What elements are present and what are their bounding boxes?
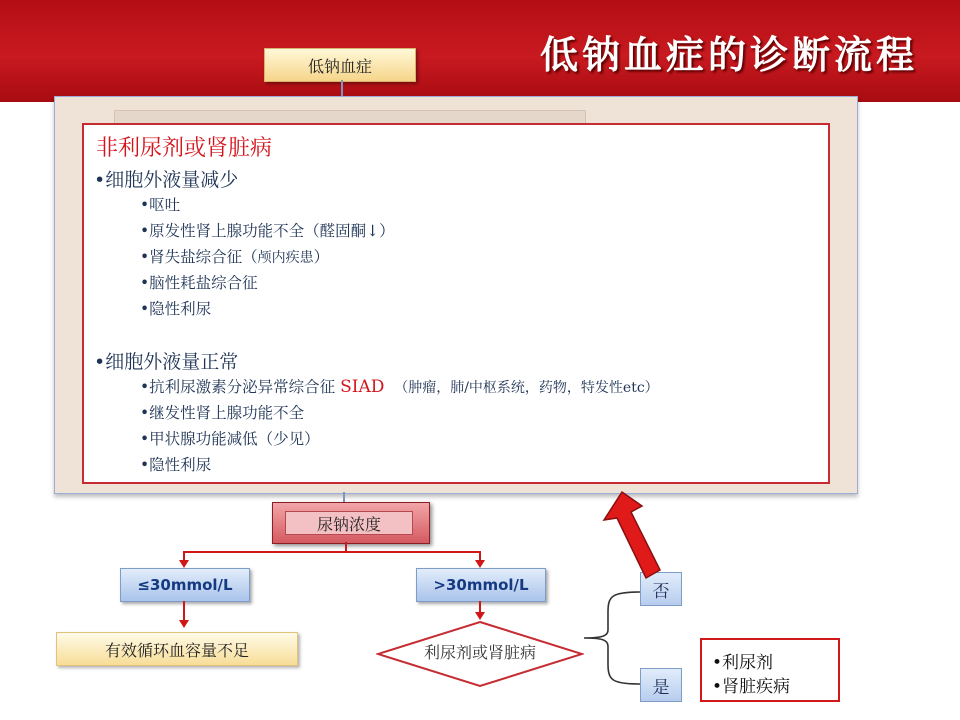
arrowhead [179, 560, 189, 568]
cause-item: •原发性肾上腺功能不全（醛固酮↓） [140, 222, 395, 240]
yes-cause-item: •利尿剂 [712, 653, 774, 673]
slide-title: 低钠血症的诊断流程 [539, 33, 918, 77]
cause-item: •继发性肾上腺功能不全 [140, 404, 305, 422]
no-box: 否 [640, 572, 682, 606]
cause-text: •抗利尿激素分泌异常综合征 [140, 378, 341, 396]
arrowhead [179, 620, 189, 628]
decision-label: 利尿剂或肾脏病 [423, 643, 536, 662]
cause-item-siad [140, 375, 659, 397]
low-result-line [183, 601, 185, 621]
cause-text: •肾失盐综合征（ [140, 248, 258, 266]
cause-item: •隐性利尿 [140, 456, 212, 474]
cause-item [140, 245, 329, 267]
cause-item: •呕吐 [140, 196, 181, 214]
siad-abbrev: SIAD [340, 377, 385, 397]
start-box: 低钠血症 [264, 48, 416, 82]
group-ecf-decreased: •细胞外液量减少 [94, 169, 239, 191]
cause-note-close: ） [313, 248, 330, 266]
decision-brace [580, 590, 642, 686]
branch-low-box: ≤30mmol/L [120, 568, 250, 602]
branch-high-box: >30mmol/L [416, 568, 546, 602]
result-low-box: 有效循环血容量不足 [56, 632, 298, 666]
cause-note: 颅内疾患 [257, 250, 314, 266]
arrowhead [475, 612, 485, 620]
yes-cause-item: •肾脏疾病 [712, 677, 791, 697]
cause-item: •脑性耗盐综合征 [140, 274, 258, 292]
group-ecf-normal: •细胞外液量正常 [94, 351, 239, 373]
causes-heading: 非利尿剂或肾脏病 [96, 136, 273, 161]
siad-note: （肿瘤，肺/中枢系统，药物，特发性etc） [394, 380, 659, 396]
arrowhead [475, 560, 485, 568]
branch-bar [183, 551, 481, 553]
causes-box [82, 123, 830, 484]
urine-sodium-label: 尿钠浓度 [285, 511, 413, 535]
panel-connector [343, 492, 345, 502]
return-arrow-icon [598, 490, 668, 580]
yes-causes-box [700, 638, 840, 702]
cause-item: •甲状腺功能减低（少见） [140, 430, 320, 448]
urine-sodium-box [272, 502, 430, 544]
yes-box: 是 [640, 668, 682, 702]
cause-item: •隐性利尿 [140, 300, 212, 318]
